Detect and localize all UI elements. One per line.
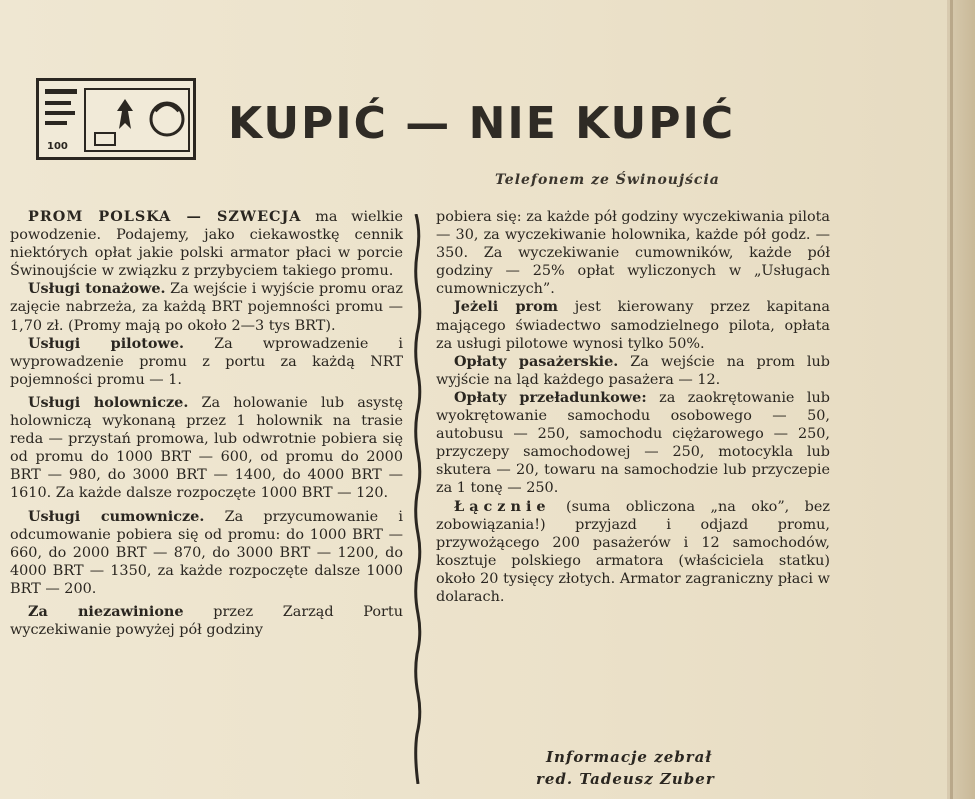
paragraph-text: pobiera się: za każde pół godziny wyczekiwania pilota — 30, za wyczekiwanie holownika, każde pół godz. — 350. Za wyczekiwanie cumowników, każde pół godziny — 25% opłat wyliczonych w „Usługach cumowniczych”. [436,209,830,298]
paragraph-lead: Łącznie [454,497,551,515]
article-column-left [10,208,403,639]
paragraph-text: jest kierowany przez kapitana mającego świadectwo samodzielnego pilota, opłata za usługi pilotowe wynosi tylko 50%. [436,299,830,352]
paragraph-lead: Jeżeli prom [454,298,558,316]
paragraph-text: Za wejście na prom lub wyjście na ląd każdego pasażera — 12. [436,353,830,388]
paragraph [10,603,403,639]
column-divider [413,214,423,784]
paragraph [436,298,830,352]
paragraph [436,353,830,389]
paragraph [10,280,403,334]
paragraph [10,394,403,503]
signature-line-1: Informacje zebrał [546,748,713,766]
paragraph-text: przez Zarząd Portu wyczekiwanie powyżej pół godziny [10,603,403,639]
paragraph-text: za zaokrętowanie lub wyokrętowanie samochodu osobowego — 50, autobusu — 250, samochodu ciężarowego — 250, przyczepy samochodowej — 250, motocykla lub skutera — 20, towaru na samochodzie lub przyczepie za 1 tonę — 250. [436,389,830,497]
paragraph-lead: Opłaty przeładunkowe: [454,388,647,406]
paragraph [436,208,830,298]
paragraph-lead: Usługi cumownicze. [28,507,205,525]
banknote-number: 100 [47,141,68,152]
paragraph [436,498,830,607]
paragraph [436,389,830,498]
article-column-right [436,208,830,606]
paragraph [10,335,403,389]
paragraph [10,208,403,280]
banknote-logo [36,78,196,160]
paragraph-lead: Opłaty pasażerskie. [454,352,619,370]
paragraph-text: Za wprowadzenie i wyprowadzenie promu z portu za każdą NRT pojemności promu — 1. [10,335,403,388]
paragraph-text: ma wielkie powodzenie. Podajemy, jako ciekawostkę cennik niektórych opłat jakie polski armator płaci w porcie Świnoujście w związku z przybyciem takiego promu. [10,209,403,280]
paragraph [10,508,403,598]
headline: KUPIĆ — NIE KUPIĆ [228,98,736,149]
paragraph-text: Za wejście i wyjście promu oraz zajęcie nabrzeża, za każdą BRT pojemności promu — 1,70 zł. (Promy mają po około 2—3 tys BRT). [10,281,403,334]
paragraph-lead: Usługi tonażowe. [28,280,166,298]
paragraph-lead: PROM POLSKA — SZWECJA [28,208,302,225]
page-edge-line [950,0,953,799]
paragraph-lead: Za niezawinione [28,602,184,620]
paragraph-lead: Usługi pilotowe. [28,334,185,352]
paragraph-lead: Usługi holownicze. [28,393,189,411]
signature-line-2: red. Tadeusz Zuber [536,770,715,788]
paragraph-text: (suma obliczona „na oko”, bez zobowiązania!) przyjazd i odjazd promu, przywożącego 200 pasażerów i 12 samochodów, kosztuje polskiego armatora (właściciela statku) około 20 tysięcy złotych. Armator zagraniczny płaci w dolarach. [436,498,830,605]
paragraph-text: Za holowanie lub asystę holowniczą wykonaną przez 1 holownik na trasie reda — przystań promowa, lub odwrotnie pobiera się od promu do 1000 BRT — 600, od promu do 2000 BRT — 980, do 3000 BRT — 1400, do 4000 BRT — 1610. Za każde dalsze rozpoczęte 1000 BRT — 120. [10,394,403,502]
paragraph-text: Za przycumowanie i odcumowanie pobiera się od promu: do 1000 BRT — 660, do 2000 BRT — 870, do 3000 BRT — 1200, do 4000 BRT — 1350, za każde rozpoczęte dalsze 1000 BRT — 200. [10,508,403,597]
byline: Telefonem ze Świnoujścia [495,172,720,188]
